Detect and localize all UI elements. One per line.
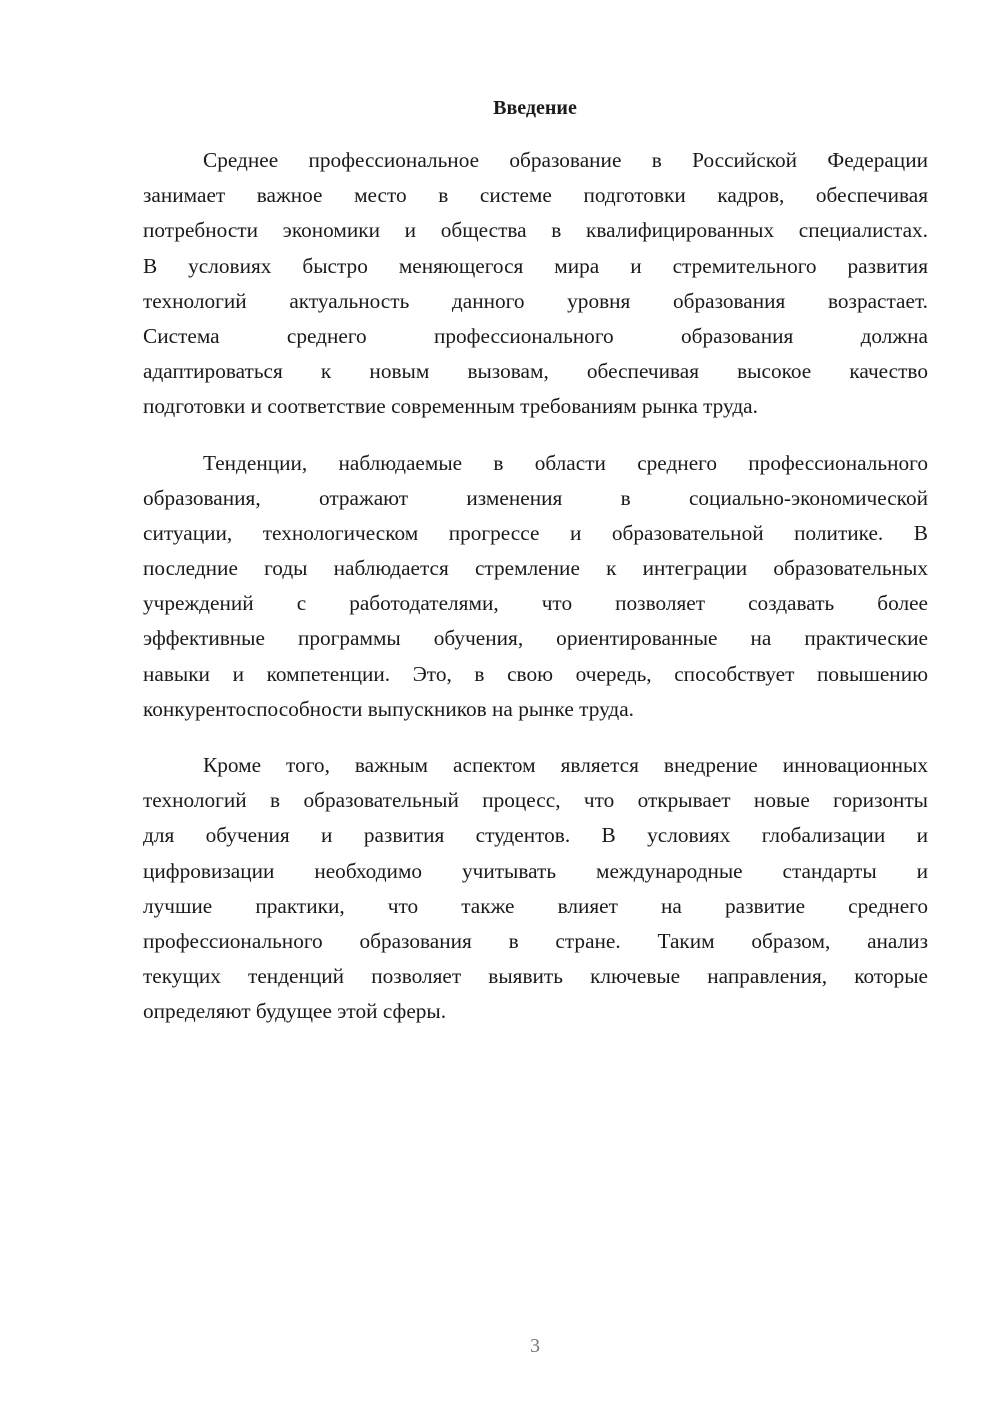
page-title: Введение	[493, 97, 577, 119]
text-line: технологий актуальность данного уровня образования возрастает.	[143, 288, 928, 313]
text-line: определяют будущее этой сферы.	[143, 999, 447, 1024]
text-line: последние годы наблюдается стремление к интеграции образовательных	[143, 556, 928, 581]
text-line: профессионального образования в стране. Таким образом, анализ	[143, 928, 928, 953]
document-body	[143, 143, 928, 1051]
text-line: адаптироваться к новым вызовам, обеспечивая высокое качество	[143, 359, 928, 384]
text-line: эффективные программы обучения, ориентированные на практические	[143, 626, 928, 651]
text-line: Среднее профессиональное образование в Российской Федерации	[203, 148, 928, 172]
text-line: текущих тенденций позволяет выявить ключевые направления, которые	[143, 964, 928, 989]
text-line: занимает важное место в системе подготовки кадров, обеспечивая	[143, 183, 928, 208]
text-line: Кроме того, важным аспектом является внедрение инновационных	[203, 753, 928, 777]
text-line: цифровизации необходимо учитывать международные стандарты и	[143, 858, 928, 883]
text-line: Система среднего профессионального образования должна	[143, 323, 928, 348]
page-number: 3	[530, 1335, 540, 1357]
text-line: конкурентоспособности выпускников на рынке труда.	[143, 696, 635, 721]
text-line: лучшие практики, что также влияет на развитие среднего	[143, 893, 928, 918]
paragraph	[143, 446, 928, 728]
text-line: потребности экономики и общества в квалифицированных специалистах.	[143, 218, 928, 243]
paragraph	[143, 143, 928, 425]
paragraph	[143, 748, 928, 1030]
text-line: учреждений с работодателями, что позволяет создавать более	[143, 591, 928, 616]
text-line: ситуации, технологическом прогрессе и образовательной политике. В	[143, 520, 928, 545]
text-line: навыки и компетенции. Это, в свою очередь, способствует повышению	[143, 661, 928, 686]
text-line: технологий в образовательный процесс, что открывает новые горизонты	[143, 788, 928, 813]
text-line: образования, отражают изменения в социально-экономической	[143, 485, 928, 510]
text-line: для обучения и развития студентов. В условиях глобализации и	[143, 823, 928, 848]
text-line: подготовки и соответствие современным требованиям рынка труда.	[143, 394, 758, 419]
text-line: Тенденции, наблюдаемые в области среднего профессионального	[203, 450, 928, 475]
text-line: В условиях быстро меняющегося мира и стремительного развития	[143, 253, 928, 278]
